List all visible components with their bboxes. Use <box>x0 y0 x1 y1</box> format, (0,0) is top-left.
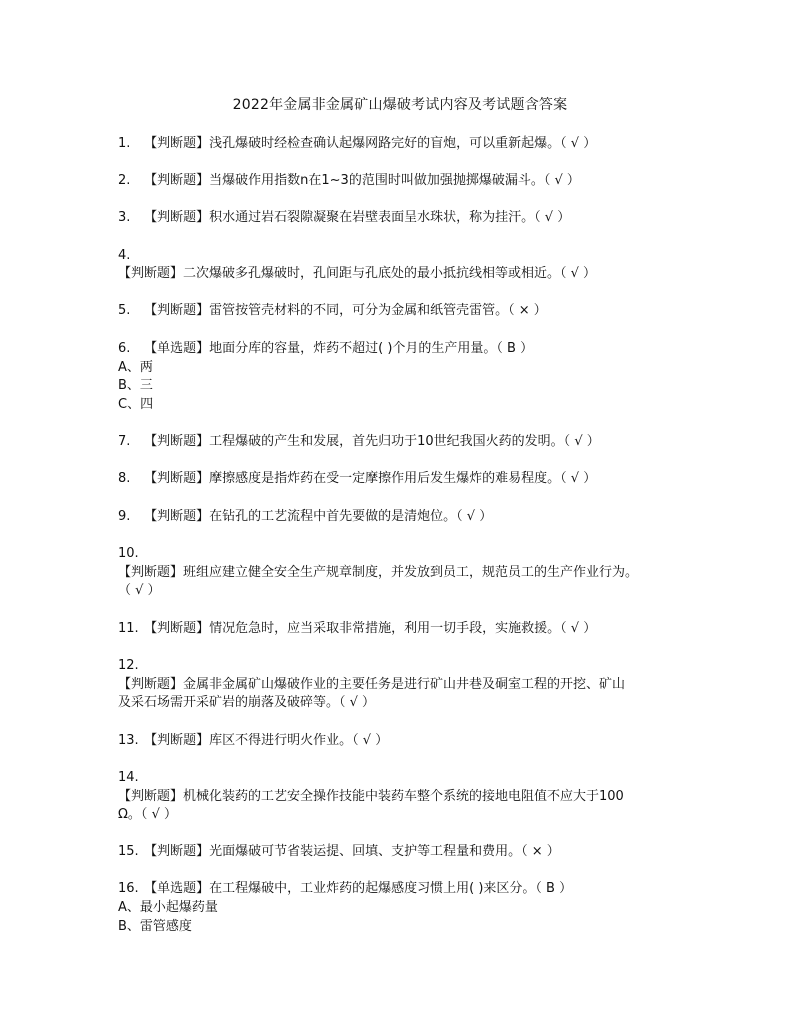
question-5 <box>118 302 690 320</box>
question-number: 13. <box>118 733 139 748</box>
question-13 <box>118 732 690 750</box>
question-text: 【判断题】当爆破作用指数n在1~3的范围时叫做加强抛掷爆破漏斗。（ √ ） <box>144 173 580 188</box>
question-number: 1. <box>118 136 131 151</box>
question-number: 6. <box>118 341 131 356</box>
question-number: 8. <box>118 471 131 486</box>
question-text: 【判断题】光面爆破可节省装运提、回填、支护等工程量和费用。（ × ） <box>144 844 560 859</box>
question-text: 【判断题】库区不得进行明火作业。（ √ ） <box>144 733 389 748</box>
option-c: C、四 <box>118 397 154 412</box>
question-14-number: 14. <box>118 770 139 785</box>
question-10-text: 【判断题】班组应建立健全安全生产规章制度，并发放到员工，规范员工的生产作业行为。 <box>118 565 639 580</box>
question-2 <box>118 172 690 190</box>
option-a: A、最小起爆药量 <box>118 900 218 915</box>
question-text: 【单选题】在工程爆破中，工业炸药的起爆感度习惯上用( )来区分。（ B ） <box>144 881 573 896</box>
question-14-text: 【判断题】机械化装药的工艺安全操作技能中装药车整个系统的接地电阻值不应大于100 <box>118 789 624 804</box>
question-4-text: 【判断题】二次爆破多孔爆破时，孔间距与孔底处的最小抵抗线相等或相近。（ √ ） <box>118 266 597 281</box>
question-14-text-cont: Ω。（ √ ） <box>118 807 177 822</box>
option-a: A、两 <box>118 360 153 375</box>
question-11 <box>118 620 690 638</box>
question-number: 15. <box>118 844 139 859</box>
question-12-text: 【判断题】金属非金属矿山爆破作业的主要任务是进行矿山井巷及硐室工程的开挖、矿山 <box>118 677 626 692</box>
question-text: 【判断题】积水通过岩石裂隙凝聚在岩壁表面呈水珠状，称为挂汗。（ √ ） <box>144 210 571 225</box>
question-7 <box>118 433 690 451</box>
question-text: 【判断题】在钻孔的工艺流程中首先要做的是清炮位。（ √ ） <box>144 509 493 524</box>
question-4-number: 4. <box>118 248 131 263</box>
question-text: 【单选题】地面分库的容量，炸药不超过( )个月的生产用量。（ B ） <box>144 341 534 356</box>
question-number: 2. <box>118 173 131 188</box>
question-text: 【判断题】摩擦感度是指炸药在受一定摩擦作用后发生爆炸的难易程度。（ √ ） <box>144 471 597 486</box>
question-6 <box>118 340 690 358</box>
question-number: 9. <box>118 509 131 524</box>
question-number: 11. <box>118 621 139 636</box>
question-16 <box>118 880 690 898</box>
question-10-answer: （ √ ） <box>118 583 161 598</box>
question-9 <box>118 508 690 526</box>
question-number: 3. <box>118 210 131 225</box>
question-1 <box>118 135 690 153</box>
question-10-number: 10. <box>118 546 139 561</box>
option-b: B、三 <box>118 378 153 393</box>
question-12-number: 12. <box>118 658 139 673</box>
question-3 <box>118 209 690 227</box>
question-15 <box>118 843 690 861</box>
question-text: 【判断题】雷管按管壳材料的不同，可分为金属和纸管壳雷管。（ × ） <box>144 303 547 318</box>
document-title: 2022年金属非金属矿山爆破考试内容及考试题含答案 <box>232 97 568 113</box>
question-text: 【判断题】浅孔爆破时经检查确认起爆网路完好的盲炮，可以重新起爆。（ √ ） <box>144 136 597 151</box>
question-8 <box>118 470 690 488</box>
question-12-text-cont: 及采石场需开采矿岩的崩落及破碎等。（ √ ） <box>118 695 376 710</box>
question-number: 5. <box>118 303 131 318</box>
option-b: B、雷管感度 <box>118 919 192 934</box>
question-number: 7. <box>118 434 131 449</box>
question-text: 【判断题】情况危急时，应当采取非常措施，利用一切手段，实施救援。（ √ ） <box>144 621 597 636</box>
question-number: 16. <box>118 881 139 896</box>
question-text: 【判断题】工程爆破的产生和发展，首先归功于10世纪我国火药的发明。（ √ ） <box>144 434 600 449</box>
